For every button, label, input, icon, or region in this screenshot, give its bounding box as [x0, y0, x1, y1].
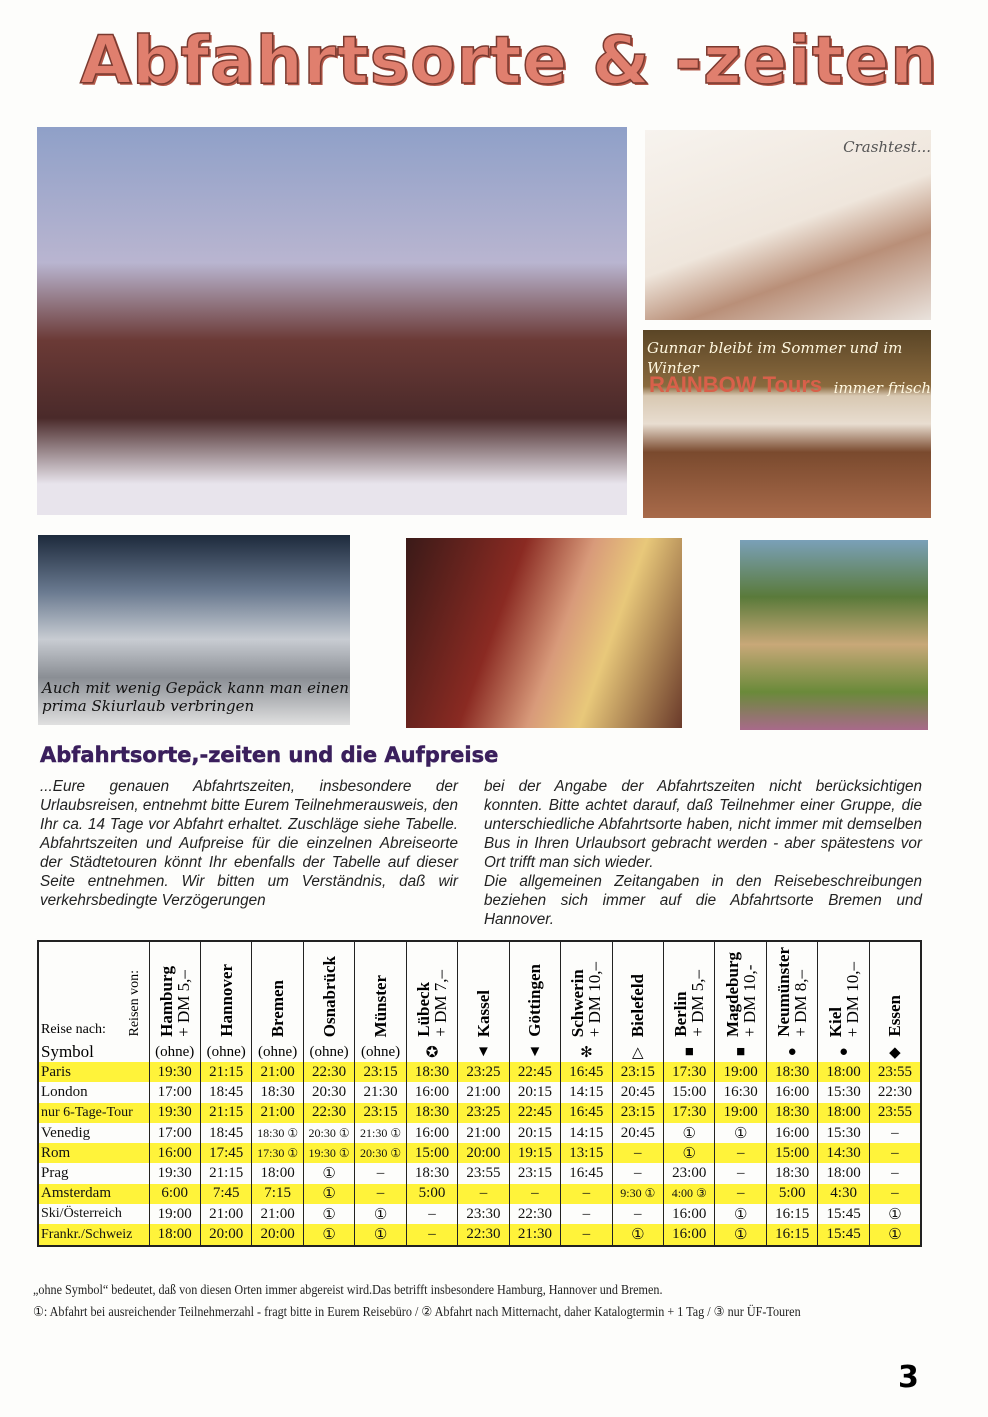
time-cell: 17:30: [664, 1062, 715, 1082]
time-cell: 21:00: [458, 1123, 509, 1143]
time-cell: 16:00: [664, 1204, 715, 1224]
bus-photo: [643, 330, 931, 518]
table-row: [38, 1204, 921, 1224]
symbol-cell: ■: [715, 1042, 766, 1062]
table-row: [38, 1103, 921, 1123]
time-cell: –: [612, 1163, 663, 1183]
table-row: [38, 1062, 921, 1082]
time-cell: –: [406, 1224, 457, 1245]
time-cell: 23:00: [664, 1163, 715, 1183]
time-cell: ①: [303, 1224, 354, 1245]
time-cell: 16:00: [766, 1123, 817, 1143]
departure-city: Bielefeld: [628, 973, 648, 1037]
symbol-cell: ▼: [458, 1042, 509, 1062]
time-cell: –: [509, 1184, 560, 1204]
time-cell: 19:30: [149, 1103, 200, 1123]
departure-city: Osnabrück: [319, 955, 339, 1037]
time-cell: ①: [715, 1204, 766, 1224]
column-header-bielefeld: [612, 941, 663, 1042]
column-header-text: [526, 960, 543, 1037]
time-cell: 22:30: [458, 1224, 509, 1245]
departure-city: Kiel: [825, 1006, 845, 1037]
time-cell: 18:30: [766, 1163, 817, 1183]
column-header-bremen: [252, 941, 303, 1042]
time-cell: 5:00: [766, 1184, 817, 1204]
footnote-2: ①: Abfahrt bei ausreichender Teilnehmerzahl - fragt bitte in Eurem Reisebüro / ② Abfahrt nach Mitternacht, daher Katalogtermin + 1 Tag / ③ nur ÜF-Touren: [33, 1304, 801, 1319]
departure-city: Kassel: [473, 989, 493, 1037]
cartoon-rabbit-photo: [740, 540, 928, 730]
table-row: [38, 1163, 921, 1183]
time-cell: 21:30 ①: [355, 1123, 406, 1143]
time-cell: 9:30 ①: [612, 1184, 663, 1204]
time-cell: 23:15: [355, 1062, 406, 1082]
time-cell: 21:15: [200, 1103, 251, 1123]
time-cell: ①: [869, 1204, 921, 1224]
departure-city: Berlin: [671, 991, 691, 1037]
column-header-berlin: [664, 941, 715, 1042]
time-cell: ①: [715, 1224, 766, 1245]
time-cell: –: [612, 1204, 663, 1224]
time-cell: –: [715, 1184, 766, 1204]
time-cell: –: [458, 1184, 509, 1204]
time-cell: 21:00: [252, 1204, 303, 1224]
time-cell: 4:00 ③: [664, 1184, 715, 1204]
time-cell: ①: [612, 1224, 663, 1245]
time-cell: 14:30: [818, 1143, 869, 1163]
time-cell: 21:30: [509, 1224, 560, 1245]
time-cell: ①: [303, 1163, 354, 1183]
time-cell: 22:45: [509, 1103, 560, 1123]
intro-text-right-p1: bei der Angabe der Abfahrtszeiten nicht berücksichtigen konnten. Bitte achtet darauf, daß Teilnehmer einer Gruppe, die unterschiedliche Abfahrtsorte haben, nicht immer mit demselben Bus in Ihren Urlaubsort gebracht werden - aber spätestens vor Ort trifft man sich wieder.: [484, 778, 922, 871]
time-cell: 21:00: [458, 1082, 509, 1102]
corner-from: Reisen von:: [126, 969, 142, 1036]
column-header-magdeburg: [715, 941, 766, 1042]
surcharge: + DM 5,–: [688, 970, 708, 1037]
time-cell: 20:00: [458, 1143, 509, 1163]
time-cell: ①: [664, 1143, 715, 1163]
column-header-text: [724, 948, 758, 1037]
ski-caption-line-1: Auch mit wenig Gepäck kann man einen: [42, 679, 349, 697]
time-cell: 18:45: [200, 1123, 251, 1143]
time-cell: –: [561, 1204, 612, 1224]
time-cell: 16:45: [561, 1163, 612, 1183]
time-cell: 23:55: [458, 1163, 509, 1183]
destination-cell: Venedig: [38, 1123, 149, 1143]
time-cell: 23:30: [458, 1204, 509, 1224]
group-photo: [37, 127, 627, 515]
time-cell: 22:30: [869, 1082, 921, 1102]
crashtest-photo: [645, 130, 931, 320]
time-cell: 18:00: [818, 1062, 869, 1082]
destination-cell: London: [38, 1082, 149, 1102]
destination-cell: Rom: [38, 1143, 149, 1163]
time-cell: 19:30 ①: [303, 1143, 354, 1163]
column-header-text: [569, 958, 603, 1037]
column-header-text: [372, 971, 389, 1037]
time-cell: 22:45: [509, 1062, 560, 1082]
time-cell: 20:30 ①: [303, 1123, 354, 1143]
time-cell: 20:45: [612, 1082, 663, 1102]
departure-city: Bremen: [268, 979, 288, 1037]
time-cell: 15:00: [664, 1082, 715, 1102]
departure-city: Hannover: [216, 964, 236, 1037]
time-cell: ①: [355, 1204, 406, 1224]
time-cell: 17:45: [200, 1143, 251, 1163]
column-header-text: [158, 962, 192, 1037]
time-cell: 15:45: [818, 1224, 869, 1245]
time-cell: 15:00: [766, 1143, 817, 1163]
time-cell: ①: [303, 1184, 354, 1204]
time-cell: 7:45: [200, 1184, 251, 1204]
time-cell: 20:45: [612, 1123, 663, 1143]
time-cell: 18:45: [200, 1082, 251, 1102]
column-header-text: [827, 958, 861, 1037]
column-header-text: [672, 966, 706, 1037]
time-cell: 22:30: [509, 1204, 560, 1224]
page-title: Abfahrtsorte & -zeiten: [80, 22, 939, 99]
time-cell: –: [869, 1123, 921, 1143]
destination-cell: nur 6-Tage-Tour: [38, 1103, 149, 1123]
time-cell: –: [406, 1204, 457, 1224]
column-header-text: [415, 966, 449, 1037]
column-header-kiel: [818, 941, 869, 1042]
time-cell: 18:00: [149, 1224, 200, 1245]
footnote-1: „ohne Symbol“ bedeutet, daß von diesen Orten immer abgereist wird.Das betrifft insbesondere Hamburg, Hannover und Bremen.: [33, 1282, 663, 1297]
time-cell: 23:55: [869, 1103, 921, 1123]
destination-cell: Amsterdam: [38, 1184, 149, 1204]
time-cell: 19:00: [715, 1062, 766, 1082]
time-cell: 18:00: [252, 1163, 303, 1183]
time-cell: 16:45: [561, 1103, 612, 1123]
symbol-cell: ●: [766, 1042, 817, 1062]
time-cell: 20:00: [200, 1224, 251, 1245]
crashtest-caption: Crashtest...: [843, 138, 931, 156]
time-cell: 18:30: [406, 1062, 457, 1082]
time-cell: 15:30: [818, 1082, 869, 1102]
column-header-text: [218, 960, 235, 1037]
time-cell: 18:30: [766, 1103, 817, 1123]
table-row: [38, 1184, 921, 1204]
time-cell: 18:30: [252, 1082, 303, 1102]
face-paint-photo: [406, 538, 682, 728]
time-cell: ①: [715, 1123, 766, 1143]
intro-text-left: ...Eure genauen Abfahrtszeiten, insbesondere der Urlaubsreisen, entnehmt bitte Eurem Teilnehmerausweis, den Ihr ca. 14 Tage vor Abfahrt erhaltet. Zuschläge siehe Tabelle. Abfahrtszeiten und Aufpreise für die einzelnen Abreiseorte der Städtetouren könnt Ihr ebenfalls der Tabelle auf dieser Seite entnehmen. Wir bitten um Verständnis, daß wir verkehrsbedingte Verzögerungen: [40, 778, 458, 909]
time-cell: 16:45: [561, 1062, 612, 1082]
intro-text-right: [484, 777, 922, 929]
time-cell: 16:15: [766, 1224, 817, 1245]
time-cell: 16:15: [766, 1204, 817, 1224]
time-cell: 19:30: [149, 1062, 200, 1082]
time-cell: ①: [355, 1224, 406, 1245]
time-cell: 21:15: [200, 1062, 251, 1082]
symbol-cell: ✻: [561, 1042, 612, 1062]
time-cell: 21:00: [252, 1103, 303, 1123]
time-cell: 16:00: [149, 1143, 200, 1163]
symbol-cell: ◆: [869, 1042, 921, 1062]
symbol-cell: △: [612, 1042, 663, 1062]
time-cell: –: [869, 1143, 921, 1163]
time-cell: 19:30: [149, 1163, 200, 1183]
column-header-essen: [869, 941, 921, 1042]
bus-caption-line-2: immer frisch: [833, 379, 931, 397]
time-cell: –: [355, 1184, 406, 1204]
destination-cell: Ski/Österreich: [38, 1204, 149, 1224]
column-header-hannover: [200, 941, 251, 1042]
symbol-cell: (ohne): [200, 1042, 251, 1062]
time-cell: 18:00: [818, 1163, 869, 1183]
section-heading: Abfahrtsorte,-zeiten und die Aufpreise: [40, 743, 499, 767]
column-header-text: [775, 943, 809, 1037]
table-row: [38, 1082, 921, 1102]
bus-caption-line-1: Gunnar bleibt im Sommer und im Winter: [647, 339, 903, 377]
time-cell: 23:55: [869, 1062, 921, 1082]
surcharge: + DM 10,-: [739, 964, 759, 1037]
time-cell: –: [561, 1184, 612, 1204]
time-cell: 21:00: [200, 1204, 251, 1224]
time-cell: 16:00: [406, 1082, 457, 1102]
time-cell: 20:30: [303, 1082, 354, 1102]
time-cell: 18:30: [406, 1103, 457, 1123]
time-cell: 19:00: [149, 1204, 200, 1224]
intro-text-right-p2: Die allgemeinen Zeitangaben in den Reisebeschreibungen beziehen sich immer auf die Abfahrtsorte Bremen und Hannover.: [484, 873, 922, 928]
table-row: [38, 1143, 921, 1163]
column-header-text: [269, 976, 286, 1037]
departure-city: Magdeburg: [722, 952, 742, 1037]
column-header-text: [321, 952, 338, 1037]
time-cell: 23:15: [612, 1103, 663, 1123]
corner-to: Reise nach:: [41, 1022, 106, 1037]
time-cell: 23:15: [355, 1103, 406, 1123]
surcharge: + DM 5,–: [173, 970, 193, 1037]
symbol-label: Symbol: [38, 1042, 149, 1062]
time-cell: 18:30 ①: [252, 1123, 303, 1143]
destination-cell: Paris: [38, 1062, 149, 1082]
time-cell: –: [869, 1163, 921, 1183]
ski-photo: [38, 535, 350, 725]
departure-city: Göttingen: [525, 964, 545, 1037]
column-header-göttingen: [509, 941, 560, 1042]
time-cell: 17:00: [149, 1123, 200, 1143]
time-cell: 23:15: [509, 1163, 560, 1183]
time-cell: 16:00: [766, 1082, 817, 1102]
time-cell: 7:15: [252, 1184, 303, 1204]
surcharge: + DM 7,–: [430, 970, 450, 1037]
departure-city: Lübeck: [413, 982, 433, 1037]
time-cell: 16:00: [664, 1224, 715, 1245]
time-cell: 14:15: [561, 1082, 612, 1102]
symbol-cell: (ohne): [252, 1042, 303, 1062]
corner-header: [38, 941, 149, 1042]
time-cell: 17:00: [149, 1082, 200, 1102]
destination-cell: Frankr./Schweiz: [38, 1224, 149, 1245]
symbol-cell: ■: [664, 1042, 715, 1062]
time-cell: 4:30: [818, 1184, 869, 1204]
column-header-schwerin: [561, 941, 612, 1042]
column-header-münster: [355, 941, 406, 1042]
time-cell: 14:15: [561, 1123, 612, 1143]
time-cell: –: [612, 1143, 663, 1163]
time-cell: 23:15: [612, 1062, 663, 1082]
surcharge: + DM 10,–: [842, 961, 862, 1037]
time-cell: 19:15: [509, 1143, 560, 1163]
time-cell: 18:00: [818, 1103, 869, 1123]
column-header-neumünster: [766, 941, 817, 1042]
departure-city: Hamburg: [156, 966, 176, 1037]
time-cell: 5:00: [406, 1184, 457, 1204]
departure-city: Schwerin: [568, 969, 588, 1037]
symbol-cell: ▼: [509, 1042, 560, 1062]
page-number: 3: [898, 1360, 919, 1395]
departure-city: Essen: [885, 995, 905, 1037]
symbol-cell: (ohne): [355, 1042, 406, 1062]
time-cell: 15:30: [818, 1123, 869, 1143]
time-cell: 20:15: [509, 1082, 560, 1102]
time-cell: –: [561, 1224, 612, 1245]
departure-city: Neumünster: [774, 947, 794, 1037]
time-cell: –: [355, 1163, 406, 1183]
time-cell: –: [869, 1184, 921, 1204]
column-header-text: [629, 970, 646, 1037]
time-cell: 23:25: [458, 1062, 509, 1082]
time-cell: ①: [303, 1204, 354, 1224]
time-cell: 19:00: [715, 1103, 766, 1123]
time-cell: 20:00: [252, 1224, 303, 1245]
time-cell: 20:15: [509, 1123, 560, 1143]
column-header-text: [475, 986, 492, 1037]
symbol-cell: ●: [818, 1042, 869, 1062]
table-row: [38, 1224, 921, 1245]
column-header-osnabrück: [303, 941, 354, 1042]
surcharge: + DM 8,–: [791, 970, 811, 1037]
departure-table: [37, 940, 922, 1247]
time-cell: 15:00: [406, 1143, 457, 1163]
time-cell: 16:00: [406, 1123, 457, 1143]
time-cell: 18:30: [766, 1062, 817, 1082]
time-cell: 20:30 ①: [355, 1143, 406, 1163]
surcharge: + DM 10,–: [585, 961, 605, 1037]
symbol-cell: ✪: [406, 1042, 457, 1062]
time-cell: –: [715, 1143, 766, 1163]
time-cell: 17:30: [664, 1103, 715, 1123]
time-cell: 23:25: [458, 1103, 509, 1123]
time-cell: 17:30 ①: [252, 1143, 303, 1163]
column-header-hamburg: [149, 941, 200, 1042]
time-cell: 15:45: [818, 1204, 869, 1224]
departure-city: Münster: [371, 974, 391, 1037]
time-cell: 21:15: [200, 1163, 251, 1183]
ski-caption-line-2: prima Skiurlaub verbringen: [42, 697, 255, 715]
ski-caption: [42, 679, 349, 715]
time-cell: 21:30: [355, 1082, 406, 1102]
column-header-text: [886, 991, 903, 1037]
time-cell: ①: [664, 1123, 715, 1143]
column-header-lübeck: [406, 941, 457, 1042]
column-header-kassel: [458, 941, 509, 1042]
time-cell: 13:15: [561, 1143, 612, 1163]
time-cell: 16:30: [715, 1082, 766, 1102]
time-cell: –: [715, 1163, 766, 1183]
destination-cell: Prag: [38, 1163, 149, 1183]
time-cell: 18:30: [406, 1163, 457, 1183]
time-cell: 22:30: [303, 1103, 354, 1123]
table-row: [38, 1123, 921, 1143]
time-cell: 21:00: [252, 1062, 303, 1082]
time-cell: ①: [869, 1224, 921, 1245]
symbol-cell: (ohne): [149, 1042, 200, 1062]
symbol-cell: (ohne): [303, 1042, 354, 1062]
bus-sign: RAINBOW Tours: [649, 372, 823, 397]
time-cell: 6:00: [149, 1184, 200, 1204]
time-cell: 22:30: [303, 1062, 354, 1082]
